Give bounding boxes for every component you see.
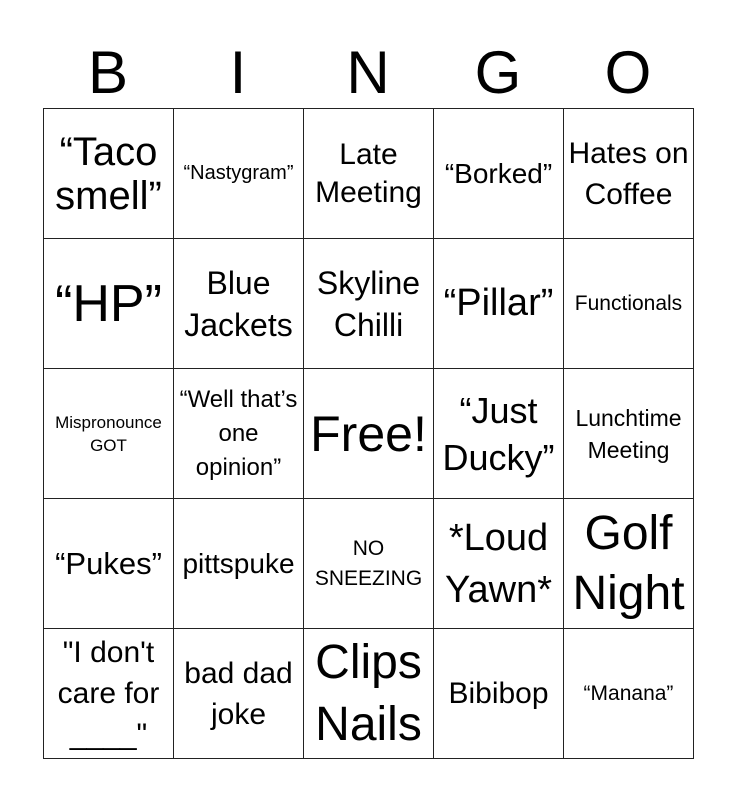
bingo-cell[interactable]: *Loud Yawn* — [434, 499, 564, 629]
bingo-cell[interactable]: Late Meeting — [304, 109, 434, 239]
bingo-cell[interactable]: NO SNEEZING — [304, 499, 434, 629]
bingo-row — [44, 239, 694, 369]
bingo-cell[interactable]: Hates on Coffee — [564, 109, 694, 239]
bingo-cell[interactable]: Mispronounce GOT — [44, 369, 174, 499]
bingo-card — [43, 108, 694, 759]
bingo-row — [44, 109, 694, 239]
header-letter-n: N — [346, 39, 390, 106]
bingo-cell[interactable]: “Taco smell” — [44, 109, 174, 239]
bingo-cell-free[interactable]: Free! — [304, 369, 434, 499]
header-letter-b: B — [87, 39, 129, 106]
bingo-cell[interactable]: Blue Jackets — [174, 239, 304, 369]
bingo-row — [44, 369, 694, 499]
header-letter-g: G — [474, 39, 522, 106]
bingo-cell[interactable]: bad dad joke — [174, 629, 304, 759]
bingo-cell[interactable]: “Nastygram” — [174, 109, 304, 239]
bingo-cell[interactable]: “Borked” — [434, 109, 564, 239]
bingo-cell[interactable]: Golf Night — [564, 499, 694, 629]
bingo-cell[interactable]: Lunchtime Meeting — [564, 369, 694, 499]
bingo-cell[interactable]: "I don't care for ____" — [44, 629, 174, 759]
bingo-row — [44, 629, 694, 759]
bingo-cell[interactable]: “Well that’s one opinion” — [174, 369, 304, 499]
bingo-cell[interactable]: “Pillar” — [434, 239, 564, 369]
header-letter-i: I — [229, 39, 247, 106]
bingo-cell[interactable]: “Pukes” — [44, 499, 174, 629]
bingo-cell[interactable]: Clips Nails — [304, 629, 434, 759]
bingo-cell[interactable]: Functionals — [564, 239, 694, 369]
bingo-cell[interactable]: Skyline Chilli — [304, 239, 434, 369]
bingo-cell[interactable]: “Manana” — [564, 629, 694, 759]
bingo-header — [43, 38, 693, 108]
bingo-row — [44, 499, 694, 629]
bingo-cell[interactable]: pittspuke — [174, 499, 304, 629]
bingo-cell[interactable]: “Just Ducky” — [434, 369, 564, 499]
bingo-cell[interactable]: Bibibop — [434, 629, 564, 759]
header-letter-o: O — [604, 39, 652, 106]
bingo-cell[interactable]: “HP” — [44, 239, 174, 369]
